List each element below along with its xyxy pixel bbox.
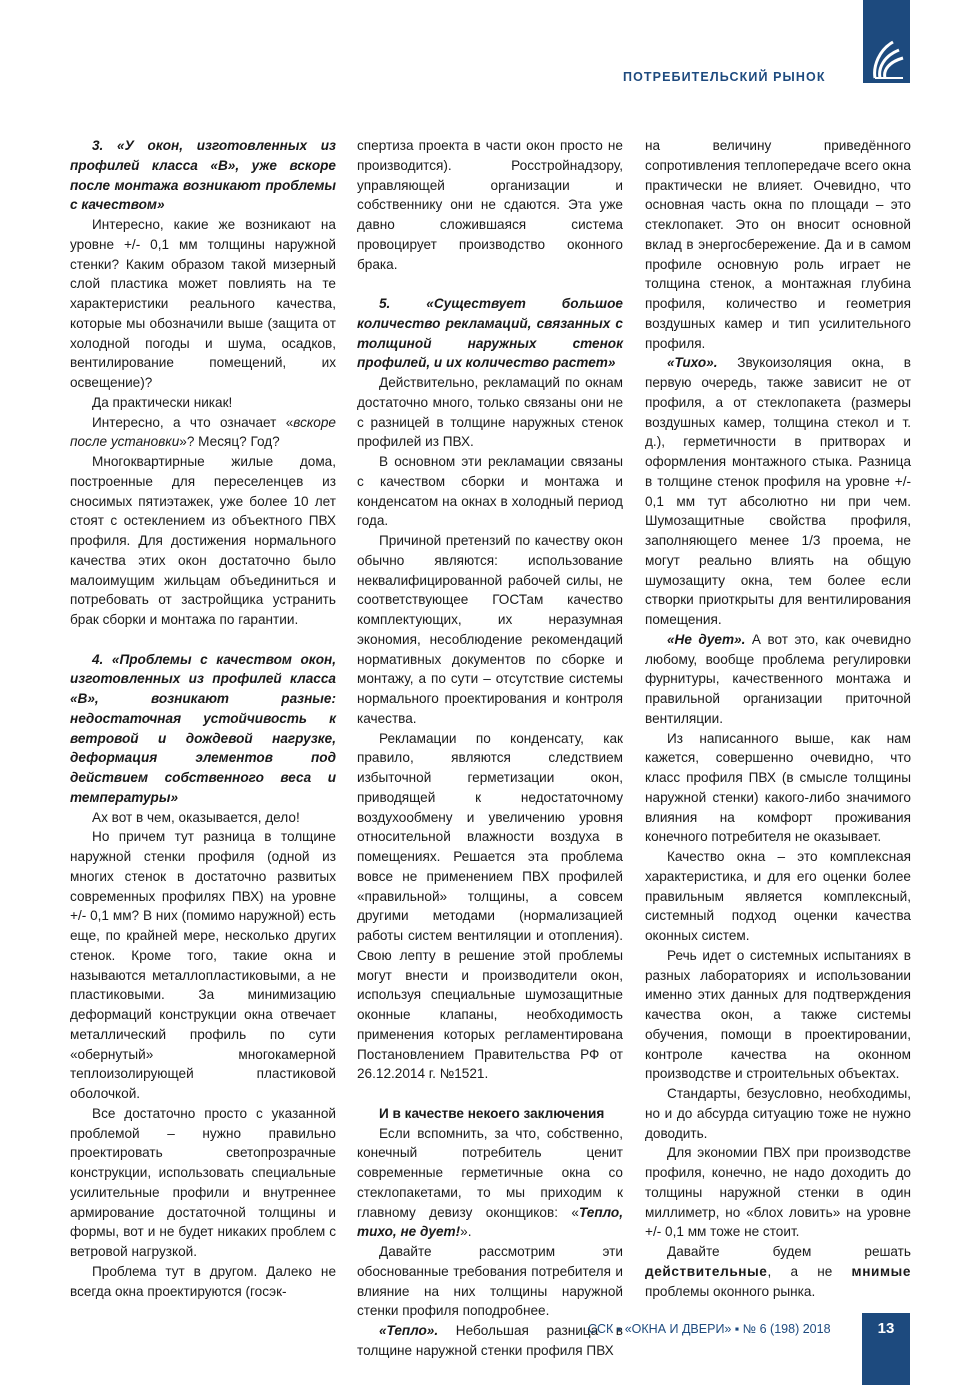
- emphasis-text: «Не дует».: [667, 631, 746, 647]
- text-run: Все достаточно просто с указанной проблемой – нужно правильно проектировать светопрозрачные конструкции, использовать специальные усилительные профили и внутреннее армирование достаточной толщины и формы, вот и не будет никаких проблем с ветровой нагрузкой.: [70, 1105, 336, 1259]
- text-run: Стандарты, безусловно, необходимы, но и до абсурда ситуацию тоже не нужно доводить.: [645, 1086, 911, 1141]
- text-run: А вот это, как очевидно любому, вообще проблема регулировки фурнитуры, качественного монтажа и правильной организации приточной вентиляции.: [645, 631, 911, 726]
- magazine-logo: [863, 0, 910, 83]
- text-run: 3. «У окон, изготовленных из профилей класса «В», уже вскоре после монтажа возникают проблемы с качеством»: [70, 138, 336, 213]
- text-run: Причиной претензий по качеству окон обычно являются: использование неквалифицированной рабочей силы, не соответствующее ГОСТам качество комплектующих, их неразумная экономия, несоблюдение рекомендаций нормативных документов по сборке и монтажу, а по сути – отсутствие системы нормального проектирования и контроля качества.: [357, 533, 623, 726]
- publication-info: ССК ▪ «ОКНА И ДВЕРИ» ▪ № 6 (198) 2018: [588, 1322, 831, 1336]
- paragraph: [357, 531, 623, 729]
- section-heading: [357, 1104, 623, 1124]
- text-run: Ах вот в чем, оказывается, дело!: [92, 809, 300, 825]
- text-run: Для экономии ПВХ при производстве профиля, конечно, не надо доходить до толщины наружной стенки в один миллиметр, но «блох ловить» на уровне +/- 0,1 мм тоже не стоит.: [645, 1145, 911, 1240]
- text-run: Качество окна – это комплексная характеристика, и для его оценки более правильным является комплексный, системный подход оценки качества оконных систем.: [645, 849, 911, 943]
- text-run: Давайте рассмотрим эти обоснованные требования потребителя и влияние на них толщины наружной стенки профиля поподробнее.: [357, 1244, 623, 1319]
- text-run: Интересно, а что означает «: [92, 414, 294, 430]
- text-run: 5. «Существует большое количество рекламаций, связанных с толщиной наружных стенок профилей, и их количество растет»: [357, 296, 623, 371]
- section-heading: [357, 294, 623, 373]
- column-1: [70, 136, 336, 1301]
- paragraph: [357, 1124, 623, 1243]
- paragraph: [70, 1262, 336, 1302]
- paragraph: [645, 630, 911, 729]
- text-run: Небольшая разница в толщине наружной стенки профиля ПВХ: [357, 1323, 623, 1358]
- paragraph: [357, 452, 623, 531]
- text-run: Интересно, какие же возникают на уровне +/- 0,1 мм толщины наружной стенки? Каким образом такой мизерный слой пластика может повлиять на те характеристики реального качества, которые мы обозначили выше (защита от холодной погоды и шума, осадков, вентилирование помещений, их освещение)?: [70, 217, 336, 390]
- text-run: Давайте будем решать: [667, 1244, 911, 1259]
- emphasis-text: вскоре после установки: [70, 414, 336, 450]
- window-arcs-logo-icon: [869, 38, 905, 82]
- text-run: Многоквартирные жилые дома, построенные для переселенцев из сносимых пятиэтажек, уже более 10 лет стоят с остеклением из объектного ПВХ профиля. Для достижения нормального качества этих окон достаточно было малоимущим жильцам объединиться и потребовать от застройщика устранить брак сборки и монтажа по гарантии.: [70, 454, 336, 627]
- text-run: , а не: [767, 1263, 852, 1279]
- paragraph: [70, 808, 336, 828]
- paragraph: [645, 353, 911, 630]
- section-title: ПОТРЕБИТЕЛЬСКИЙ РЫНОК: [623, 70, 826, 84]
- paragraph: [70, 827, 336, 1104]
- text-run: Если вспомнить, за что, собственно, конечный потребитель ценит современные герметичные окна со стеклопакетами, то мы приходим к главному девизу оконщиков: «: [357, 1125, 623, 1220]
- column-2: [357, 136, 623, 1361]
- text-run: И в качестве некоего заключения: [379, 1105, 605, 1121]
- emphasis-text: действительные: [645, 1263, 768, 1279]
- text-run: спертиза проекта в части окон просто не производится). Росстройнадзору, управляющей организации и собственнику они не сдаются. Эта уже давно сложившаяся система провоцирует производство оконного брака.: [357, 138, 623, 272]
- page-number-box: [862, 1313, 910, 1385]
- section-heading: [70, 650, 336, 808]
- text-run: Проблема тут в другом. Далеко не всегда окна проектируются (госэк-: [70, 1263, 336, 1299]
- paragraph: [357, 1321, 623, 1361]
- text-run: »? Месяц? Год?: [179, 434, 280, 450]
- paragraph: [645, 946, 911, 1084]
- column-3: [645, 136, 911, 1301]
- emphasis-text: «Тихо».: [667, 355, 718, 371]
- text-run: на величину приведённого сопротивления теплопередаче всего окна практически не влияет. Очевидно, что основная часть окна по площади – это стеклопакет. Это он вносит основной вклад в энергосбережение. Да и в самом профиле основную роль играет не толщина стенок, а монтажная глубина профиля, количество и геометрия воздушных камер и тип усилительного профиля.: [645, 138, 911, 351]
- text-run: Да практически никак!: [92, 394, 233, 410]
- paragraph: [357, 373, 623, 452]
- text-run: Рекламации по конденсату, как правило, являются следствием избыточной герметизации окон, приводящей к недостаточному воздухообмену и увеличению уровня относительной влажности воздуха в помещениях. Решается эта проблема вовсе не применением ПВХ профилей «правильной» толщины, а совсем другими методами (нормализацией работы систем вентиляции и отопления). Свою лепту в решение этой проблемы могут внести и производители окон, используя специальные шумозащитные оконные клапаны, необходимость применения которых регламентирована Постановлением Правительства РФ от 26.12.2014 г. №1521.: [357, 730, 623, 1082]
- text-run: Из написанного выше, как нам кажется, совершенно очевидно, что класс профиля ПВХ (в смысле толщины наружной стенки) какого-либо значимого влияния на комфорт проживания конечного потребителя не оказывает.: [645, 730, 911, 845]
- paragraph: [70, 215, 336, 393]
- text-run: Звукоизоляция окна, в первую очередь, также зависит не от профиля, а от стеклопакета (размеры воздушных камер, толщина стекол и т. д.), герметичности в притворах и оформления монтажного стыка. Разница в толщине стенок профиля на уровне +/- 0,1 мм тут абсолютно ни при чем. Шумозащитные свойства профиля, заполняющего менее 1/3 проема, не могут реально влиять на общую шумозащиту окна, тем более если створки приоткрыты для вентилирования помещения.: [645, 355, 911, 627]
- paragraph: [357, 1242, 623, 1321]
- emphasis-text: мнимые: [851, 1263, 911, 1279]
- text-run: В основном эти рекламации связаны с качеством сборки и монтажа и конденсатом на окнах в холодный период года.: [357, 454, 623, 529]
- text-run: Речь идет о системных испытаниях в разных лабораториях и использовании именно этих данных для подтверждения качества окон, а также системы обучения, помощи в проектировании, контроле качества на оконном производстве и строительных объектах.: [645, 947, 911, 1082]
- paragraph: [645, 1242, 911, 1301]
- text-run: Но причем тут разница в толщине наружной стенки профиля (одной из многих стенок в достаточно развитых современных профилях ПВХ) на уровне +/- 0,1 мм? В них (помимо наружной) есть еще, по крайней мере, несколько других стенок. Кроме того, такие окна и называются металлопластиковыми, а не пластиковыми. За минимизацию деформаций конструкции окна отвечает металлический профиль по сути «обернутый» многокамерной теплоизолирующей пластиковой оболочкой.: [70, 829, 336, 1101]
- text-run: 4. «Проблемы с качеством окон, изготовленных из профилей класса «В», возникают разные: недостаточная устойчивость к ветровой и дождевой нагрузке, деформация элементов под действием собственного веса и температуры»: [70, 651, 336, 805]
- paragraph: [645, 1084, 911, 1143]
- paragraph: [645, 729, 911, 848]
- paragraph: [70, 413, 336, 453]
- paragraph-continuation: [645, 136, 911, 353]
- paragraph: [70, 1104, 336, 1262]
- text-run: проблемы оконного рынка.: [645, 1283, 816, 1299]
- page-number: 13: [877, 1320, 895, 1337]
- paragraph: [70, 393, 336, 413]
- text-run: ».: [460, 1224, 472, 1240]
- section-heading: [70, 136, 336, 215]
- emphasis-text: Тепло, тихо, не дует!: [357, 1204, 623, 1240]
- paragraph: [357, 729, 623, 1085]
- emphasis-text: «Тепло».: [379, 1323, 439, 1338]
- paragraph: [645, 1143, 911, 1242]
- paragraph: [70, 452, 336, 630]
- paragraph-continuation: [357, 136, 623, 274]
- text-run: Действительно, рекламаций по окнам достаточно много, только связаны они не с разницей в толщине наружных стенок профилей из ПВХ.: [357, 375, 623, 450]
- paragraph: [645, 847, 911, 946]
